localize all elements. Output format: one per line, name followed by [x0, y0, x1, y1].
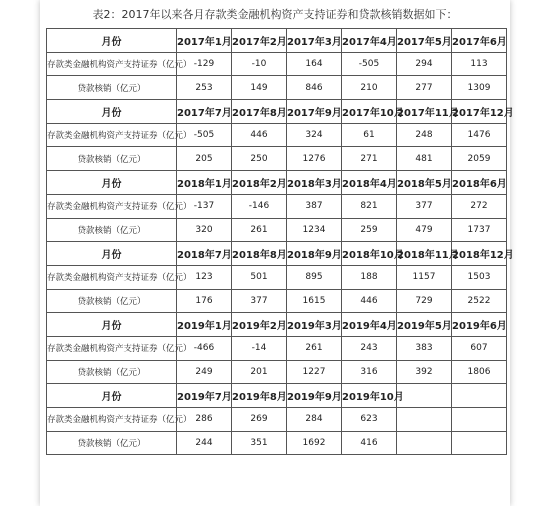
month-cell: 2017年9月 — [287, 100, 342, 124]
value-cell: 201 — [232, 360, 287, 384]
value-cell: 164 — [287, 52, 342, 76]
value-cell: 377 — [232, 289, 287, 313]
writeoff-row — [47, 360, 507, 384]
month-header-row — [47, 171, 507, 195]
month-label-cell: 月份 — [47, 384, 177, 408]
value-cell: 623 — [342, 408, 397, 432]
month-label-cell: 月份 — [47, 29, 177, 53]
value-cell: 1615 — [287, 289, 342, 313]
month-cell: 2018年1月 — [177, 171, 232, 195]
value-cell: 2059 — [452, 147, 507, 171]
row-label-cell: 贷款核销（亿元） — [47, 218, 177, 242]
value-cell: 481 — [397, 147, 452, 171]
month-cell: 2018年2月 — [232, 171, 287, 195]
month-cell: 2017年7月 — [177, 100, 232, 124]
value-cell: -505 — [342, 52, 397, 76]
value-cell: -466 — [177, 336, 232, 360]
month-cell: 2017年3月 — [287, 29, 342, 53]
value-cell: 248 — [397, 123, 452, 147]
month-cell: 2017年11月 — [397, 100, 452, 124]
abs-row — [47, 265, 507, 289]
month-label-cell: 月份 — [47, 242, 177, 266]
month-cell: 2017年6月 — [452, 29, 507, 53]
value-cell: 501 — [232, 265, 287, 289]
value-cell: 261 — [287, 336, 342, 360]
month-cell: 2018年4月 — [342, 171, 397, 195]
month-cell: 2017年12月 — [452, 100, 507, 124]
writeoff-row — [47, 147, 507, 171]
value-cell: 316 — [342, 360, 397, 384]
value-cell: 607 — [452, 336, 507, 360]
value-cell: 1806 — [452, 360, 507, 384]
month-cell: 2019年5月 — [397, 313, 452, 337]
value-cell: 259 — [342, 218, 397, 242]
writeoff-row — [47, 289, 507, 313]
month-cell — [397, 384, 452, 408]
row-label-cell: 贷款核销（亿元） — [47, 431, 177, 455]
value-cell: 272 — [452, 194, 507, 218]
month-cell: 2018年8月 — [232, 242, 287, 266]
month-cell: 2019年1月 — [177, 313, 232, 337]
month-cell: 2017年5月 — [397, 29, 452, 53]
abs-row — [47, 52, 507, 76]
month-cell — [452, 384, 507, 408]
value-cell: 113 — [452, 52, 507, 76]
month-cell: 2018年3月 — [287, 171, 342, 195]
month-cell: 2019年7月 — [177, 384, 232, 408]
month-cell: 2019年2月 — [232, 313, 287, 337]
month-header-row — [47, 242, 507, 266]
month-header-row — [47, 100, 507, 124]
value-cell: 294 — [397, 52, 452, 76]
row-label-cell: 存款类金融机构资产支持证券（亿元） — [47, 265, 177, 289]
month-cell: 2017年2月 — [232, 29, 287, 53]
month-cell: 2018年12月 — [452, 242, 507, 266]
value-cell: 2522 — [452, 289, 507, 313]
value-cell: 1276 — [287, 147, 342, 171]
value-cell: 320 — [177, 218, 232, 242]
value-cell: 324 — [287, 123, 342, 147]
value-cell: 1692 — [287, 431, 342, 455]
month-cell: 2018年7月 — [177, 242, 232, 266]
value-cell: 377 — [397, 194, 452, 218]
month-cell: 2019年6月 — [452, 313, 507, 337]
value-cell: 123 — [177, 265, 232, 289]
row-label-cell: 贷款核销（亿元） — [47, 360, 177, 384]
row-label-cell: 贷款核销（亿元） — [47, 289, 177, 313]
value-cell — [397, 431, 452, 455]
row-label-cell: 贷款核销（亿元） — [47, 76, 177, 100]
value-cell: 286 — [177, 408, 232, 432]
month-header-row — [47, 313, 507, 337]
value-cell: 416 — [342, 431, 397, 455]
value-cell: 392 — [397, 360, 452, 384]
value-cell: -146 — [232, 194, 287, 218]
value-cell: 895 — [287, 265, 342, 289]
writeoff-row — [47, 76, 507, 100]
value-cell: 351 — [232, 431, 287, 455]
value-cell: -14 — [232, 336, 287, 360]
row-label-cell: 贷款核销（亿元） — [47, 147, 177, 171]
abs-row — [47, 408, 507, 432]
month-cell: 2017年10月 — [342, 100, 397, 124]
row-label-cell: 存款类金融机构资产支持证券（亿元） — [47, 408, 177, 432]
row-label-cell: 存款类金融机构资产支持证券（亿元） — [47, 194, 177, 218]
value-cell: 205 — [177, 147, 232, 171]
value-cell: 253 — [177, 76, 232, 100]
value-cell: 271 — [342, 147, 397, 171]
value-cell: 446 — [232, 123, 287, 147]
month-cell: 2018年11月 — [397, 242, 452, 266]
month-cell: 2019年9月 — [287, 384, 342, 408]
month-label-cell: 月份 — [47, 100, 177, 124]
month-cell: 2018年5月 — [397, 171, 452, 195]
value-cell: -129 — [177, 52, 232, 76]
value-cell: -505 — [177, 123, 232, 147]
value-cell: 821 — [342, 194, 397, 218]
table-caption: 表2：2017年以来各月存款类金融机构资产支持证券和贷款核销数据如下： — [92, 8, 458, 21]
writeoff-row — [47, 218, 507, 242]
value-cell: 149 — [232, 76, 287, 100]
data-table — [46, 28, 514, 455]
value-cell: 846 — [287, 76, 342, 100]
value-cell: 277 — [397, 76, 452, 100]
month-label-cell: 月份 — [47, 313, 177, 337]
month-cell: 2017年8月 — [232, 100, 287, 124]
abs-row — [47, 194, 507, 218]
value-cell: 176 — [177, 289, 232, 313]
value-cell: 1227 — [287, 360, 342, 384]
value-cell: 188 — [342, 265, 397, 289]
value-cell: -137 — [177, 194, 232, 218]
month-cell: 2019年4月 — [342, 313, 397, 337]
value-cell: 446 — [342, 289, 397, 313]
value-cell — [452, 431, 507, 455]
value-cell: 1309 — [452, 76, 507, 100]
value-cell: 61 — [342, 123, 397, 147]
month-cell: 2019年3月 — [287, 313, 342, 337]
value-cell: 1503 — [452, 265, 507, 289]
value-cell: 249 — [177, 360, 232, 384]
value-cell: 261 — [232, 218, 287, 242]
value-cell: 479 — [397, 218, 452, 242]
value-cell — [452, 408, 507, 432]
value-cell: 210 — [342, 76, 397, 100]
row-label-cell: 存款类金融机构资产支持证券（亿元） — [47, 52, 177, 76]
month-cell: 2017年4月 — [342, 29, 397, 53]
month-cell: 2019年8月 — [232, 384, 287, 408]
writeoff-row — [47, 431, 507, 455]
value-cell: 284 — [287, 408, 342, 432]
value-cell: 1476 — [452, 123, 507, 147]
value-cell: 729 — [397, 289, 452, 313]
month-cell: 2018年6月 — [452, 171, 507, 195]
abs-row — [47, 123, 507, 147]
month-label-cell: 月份 — [47, 171, 177, 195]
abs-row — [47, 336, 507, 360]
value-cell: 1234 — [287, 218, 342, 242]
value-cell: 387 — [287, 194, 342, 218]
month-cell: 2018年10月 — [342, 242, 397, 266]
value-cell — [397, 408, 452, 432]
value-cell: 269 — [232, 408, 287, 432]
value-cell: 250 — [232, 147, 287, 171]
row-label-cell: 存款类金融机构资产支持证券（亿元） — [47, 336, 177, 360]
month-cell: 2018年9月 — [287, 242, 342, 266]
value-cell: 243 — [342, 336, 397, 360]
month-cell: 2017年1月 — [177, 29, 232, 53]
value-cell: 1737 — [452, 218, 507, 242]
row-label-cell: 存款类金融机构资产支持证券（亿元） — [47, 123, 177, 147]
value-cell: 383 — [397, 336, 452, 360]
value-cell: -10 — [232, 52, 287, 76]
value-cell: 1157 — [397, 265, 452, 289]
month-header-row — [47, 384, 507, 408]
month-cell: 2019年10月 — [342, 384, 397, 408]
value-cell: 244 — [177, 431, 232, 455]
month-header-row — [47, 29, 507, 53]
